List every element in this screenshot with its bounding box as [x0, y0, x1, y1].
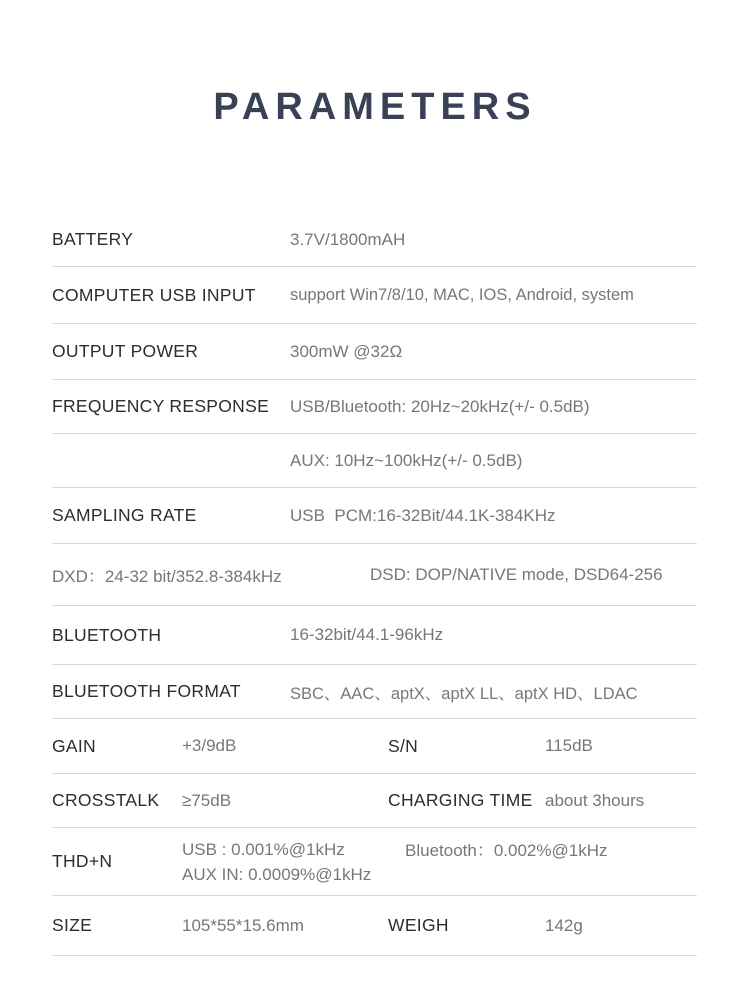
spec-label: SIZE: [52, 915, 93, 935]
spec-row-bluetooth-format: [52, 665, 697, 719]
spec-row-crosstalk-charging: [52, 774, 697, 828]
spec-row-frequency-response: [52, 380, 697, 434]
spec-label: COMPUTER USB INPUT: [52, 284, 256, 305]
spec-value: ≥75dB: [182, 790, 232, 810]
spec-label: BLUETOOTH FORMAT: [52, 681, 241, 701]
spec-value: 105*55*15.6mm: [182, 915, 304, 935]
spec-row-gain-sn: [52, 719, 697, 774]
parameters-table: [52, 213, 697, 956]
spec-row-computer-usb-input: [52, 267, 697, 324]
spec-row-thdn: [52, 828, 697, 896]
spec-value-bluetooth: Bluetooth：0.002%@1kHz: [405, 841, 608, 860]
spec-value: +3/9dB: [182, 736, 237, 755]
spec-label: CHARGING TIME: [388, 790, 533, 810]
spec-value: SBC、AAC、aptX、aptX LL、aptX HD、LDAC: [290, 684, 638, 703]
spec-label: OUTPUT POWER: [52, 341, 199, 361]
spec-label: GAIN: [52, 735, 96, 756]
spec-row-size-weigh: [52, 896, 697, 956]
spec-value: AUX: 10Hz~100kHz(+/- 0.5dB): [290, 450, 523, 470]
spec-value-aux-in: AUX IN: 0.0009%@1kHz: [182, 864, 372, 884]
spec-value: support Win7/8/10, MAC, IOS, Android, system: [290, 285, 634, 304]
spec-label: S/N: [388, 735, 419, 756]
spec-label: FREQUENCY RESPONSE: [52, 396, 270, 416]
spec-row-output-power: [52, 324, 697, 380]
spec-value: 142g: [545, 915, 583, 935]
spec-label: BLUETOOTH: [52, 624, 162, 645]
spec-value-dsd: DSD: DOP/NATIVE mode, DSD64-256: [370, 564, 663, 584]
spec-value: about 3hours: [545, 790, 645, 810]
spec-row-frequency-response-aux: [52, 434, 697, 488]
page-title: PARAMETERS: [213, 86, 537, 128]
spec-label: THD+N: [52, 851, 113, 871]
spec-label: CROSSTALK: [52, 790, 160, 810]
spec-row-bluetooth: [52, 606, 697, 665]
spec-row-dxd-dsd: [52, 544, 697, 606]
spec-label: SAMPLING RATE: [52, 505, 197, 525]
spec-row-sampling-rate: [52, 488, 697, 544]
spec-value: 3.7V/1800mAH: [290, 229, 406, 249]
spec-value: USB PCM:16-32Bit/44.1K-384KHz: [290, 505, 556, 525]
spec-label: WEIGH: [388, 915, 449, 935]
spec-value: 115dB: [545, 736, 593, 755]
spec-value: 300mW @32Ω: [290, 341, 403, 361]
spec-value-group: [182, 837, 405, 887]
spec-value-usb: USB : 0.001%@1kHz: [182, 839, 345, 859]
spec-row-battery: [52, 213, 697, 267]
spec-value: USB/Bluetooth: 20Hz~20kHz(+/- 0.5dB): [290, 396, 590, 416]
spec-value: 16-32bit/44.1-96kHz: [290, 625, 444, 644]
spec-label: BATTERY: [52, 229, 134, 249]
spec-value-dxd: DXD：24-32 bit/352.8-384kHz: [52, 567, 282, 586]
